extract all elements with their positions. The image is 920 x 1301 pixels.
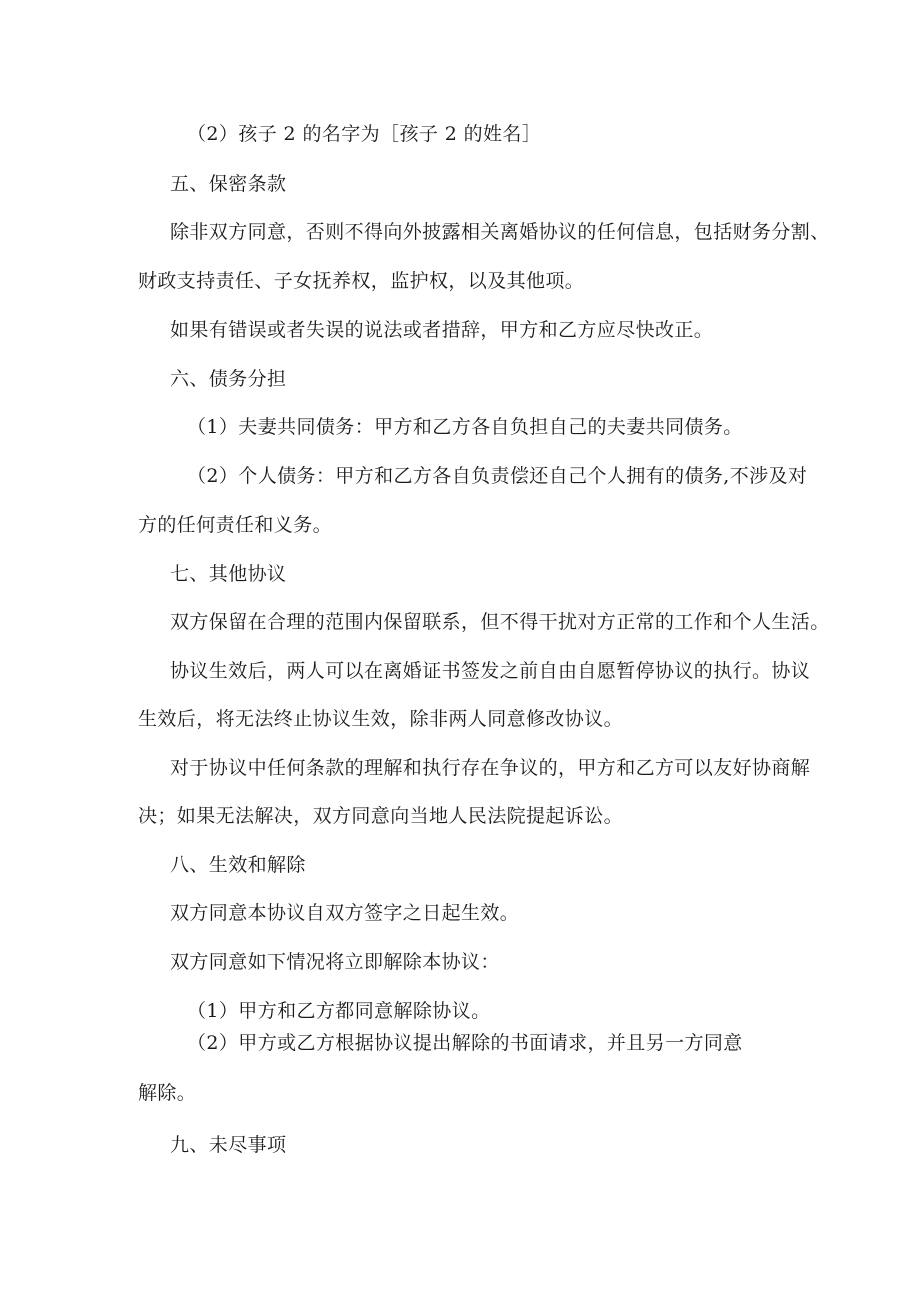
- dispute-paragraph-line-1: 对于协议中任何条款的理解和执行存在争议的，甲方和乙方可以友好协商解: [170, 757, 811, 779]
- section-9-heading: 九、未尽事项: [170, 1134, 287, 1156]
- termination-item-2-line-2: 解除。: [138, 1082, 197, 1104]
- dispute-paragraph-line-2: 决；如果无法解决，双方同意向当地人民法院提起诉讼。: [138, 805, 624, 827]
- section-7-heading: 七、其他协议: [170, 563, 287, 585]
- correction-paragraph: 如果有错误或者失误的说法或者措辞，甲方和乙方应尽快改正。: [170, 319, 714, 341]
- contact-paragraph: 双方保留在合理的范围内保留联系，但不得干扰对方正常的工作和个人生活。: [170, 611, 830, 633]
- suspension-paragraph-line-2: 生效后，将无法终止协议生效，除非两人同意修改协议。: [138, 708, 624, 730]
- joint-debt-item: （1）夫妻共同债务：甲方和乙方各自负担自己的夫妻共同债务。: [187, 416, 743, 438]
- section-5-heading: 五、保密条款: [170, 173, 287, 195]
- child-2-name-line: （2）孩子 2 的名字为［孩子 2 的姓名］: [187, 123, 542, 145]
- section-8-heading: 八、生效和解除: [170, 854, 306, 876]
- termination-intro: 双方同意如下情况将立即解除本协议：: [170, 951, 500, 973]
- section-6-heading: 六、债务分担: [170, 368, 287, 390]
- personal-debt-item-line-2: 方的任何责任和义务。: [138, 514, 333, 536]
- termination-item-1: （1）甲方和乙方都同意解除协议。: [187, 1000, 491, 1022]
- confidentiality-paragraph-line-1: 除非双方同意，否则不得向外披露相关离婚协议的任何信息，包括财务分割、: [170, 221, 830, 243]
- termination-item-2-line-1: （2）甲方或乙方根据协议提出解除的书面请求，并且另一方同意: [187, 1032, 743, 1054]
- personal-debt-item-line-1: （2）个人债务：甲方和乙方各自负责偿还自己个人拥有的债务,不涉及对: [187, 465, 808, 487]
- confidentiality-paragraph-line-2: 财政支持责任、子女抚养权，监护权，以及其他项。: [138, 270, 585, 292]
- effective-paragraph: 双方同意本协议自双方签字之日起生效。: [170, 902, 520, 924]
- suspension-paragraph-line-1: 协议生效后，两人可以在离婚证书签发之前自由自愿暂停协议的执行。协议: [170, 660, 811, 682]
